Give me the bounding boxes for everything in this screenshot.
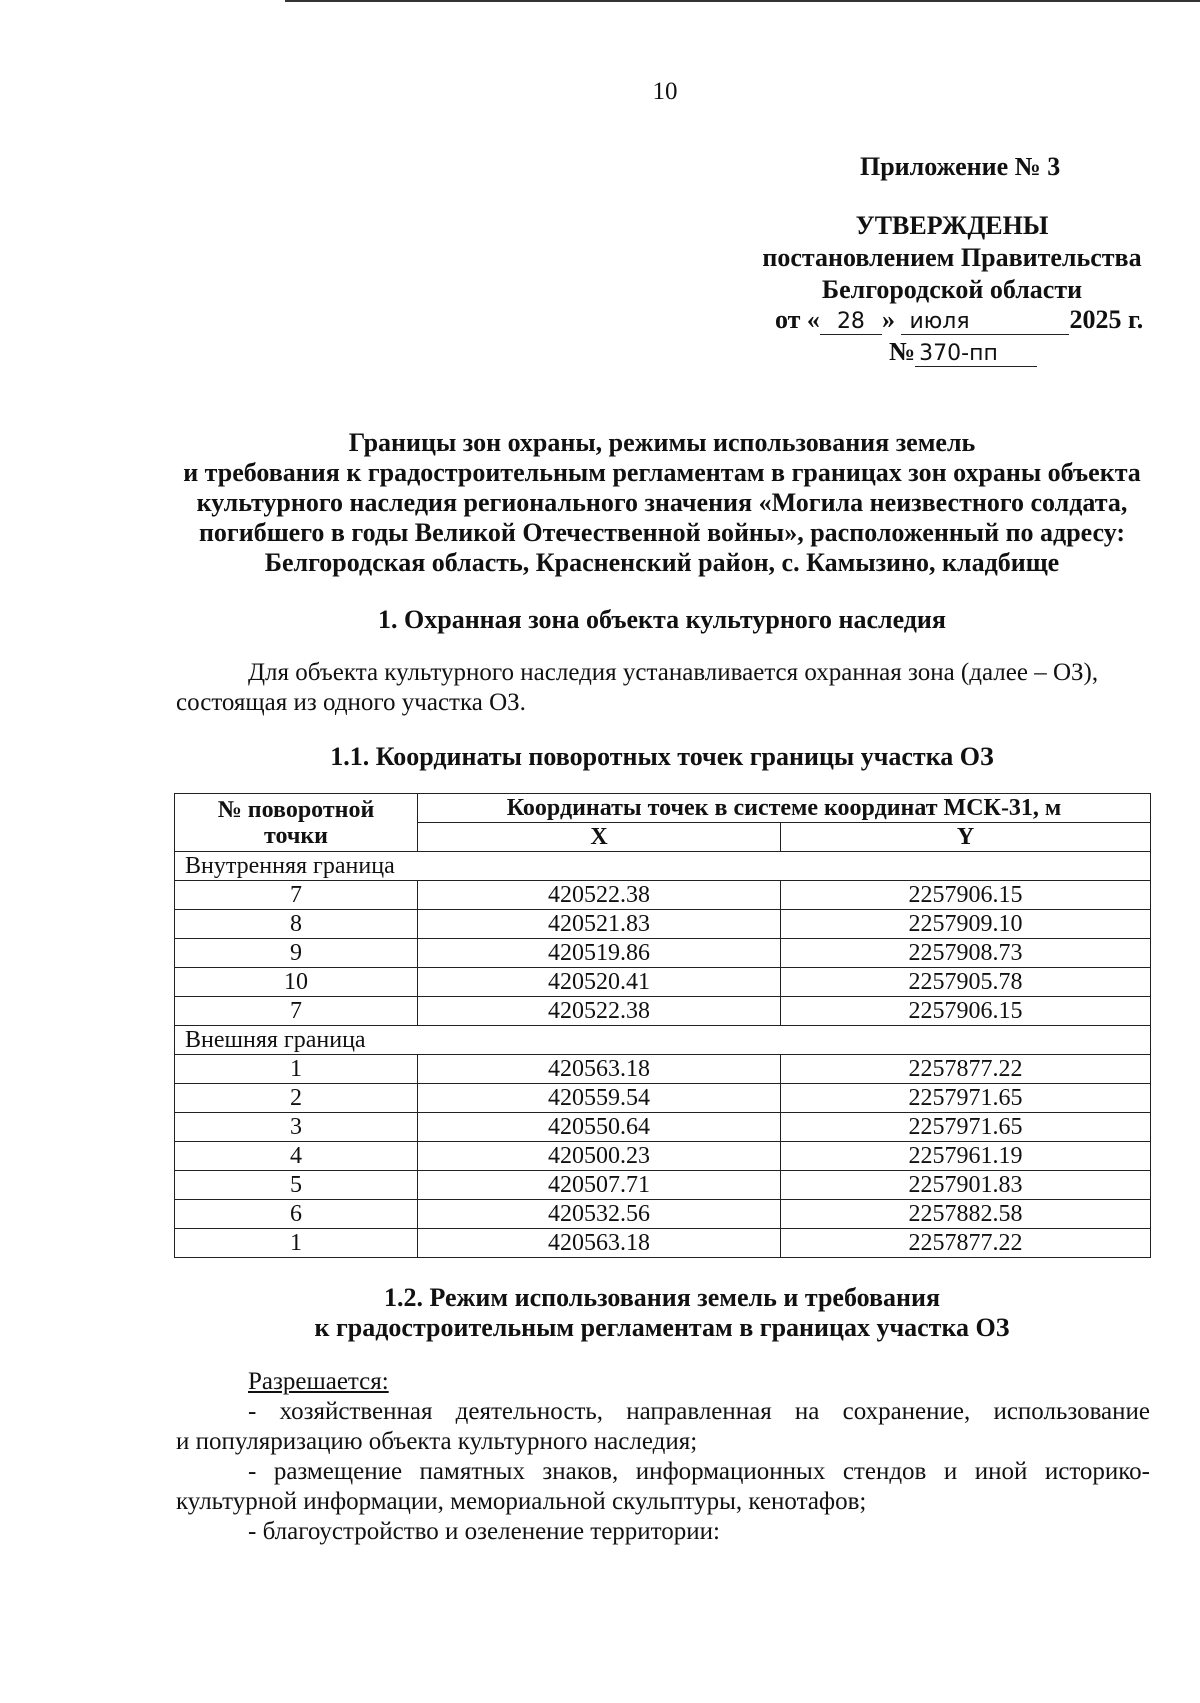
table-row xyxy=(175,1200,1151,1229)
cell-y: 2257909.10 xyxy=(781,910,1151,939)
table-group-row xyxy=(175,1026,1151,1055)
table-row xyxy=(175,1084,1151,1113)
number-prefix: № xyxy=(889,337,916,366)
cell-x: 420550.64 xyxy=(418,1113,781,1142)
section-1-heading: 1. Охранная зона объекта культурного наследия xyxy=(378,605,946,634)
date-prefix: от « xyxy=(775,305,820,334)
header-x: X xyxy=(418,823,781,852)
handwritten-number: 370-пп xyxy=(915,341,1037,367)
section-1-para-line-1: Для объекта культурного наследия устанавливается охранная зона (далее – ОЗ), xyxy=(248,659,1099,686)
document-title xyxy=(160,428,1164,578)
outer-boundary-rows xyxy=(175,1055,1151,1258)
section-1-2-heading xyxy=(160,1283,1164,1343)
cell-point: 8 xyxy=(175,910,418,939)
inner-boundary-label: Внутренняя граница xyxy=(175,852,1151,881)
header-coordinates: Координаты точек в системе координат МСК-31, м xyxy=(418,794,1151,823)
approval-line-1: постановлением Правительства xyxy=(762,243,1142,272)
cell-y: 2257971.65 xyxy=(781,1113,1151,1142)
cell-point: 6 xyxy=(175,1200,418,1229)
title-line-3: культурного наследия регионального значения «Могила неизвестного солдата, xyxy=(196,488,1128,517)
item-2-line-2: культурной информации, мемориальной скульптуры, кенотафов; xyxy=(176,1488,867,1515)
approval-block xyxy=(762,210,1142,306)
cell-x: 420520.41 xyxy=(418,968,781,997)
cell-x: 420563.18 xyxy=(418,1055,781,1084)
item-1-line-1: - хозяйственная деятельность, направленная на сохранение, использование xyxy=(248,1398,1150,1425)
item-3: - благоустройство и озеленение территории: xyxy=(248,1518,720,1545)
cell-x: 420521.83 xyxy=(418,910,781,939)
appendix-label: Приложение № 3 xyxy=(860,152,1061,181)
table-row xyxy=(175,1055,1151,1084)
cell-y: 2257905.78 xyxy=(781,968,1151,997)
date-mid: » xyxy=(881,305,895,334)
page-number: 10 xyxy=(652,78,678,105)
handwritten-day: 28 xyxy=(820,309,882,335)
cell-y: 2257906.15 xyxy=(781,997,1151,1026)
cell-x: 420507.71 xyxy=(418,1171,781,1200)
cell-point: 4 xyxy=(175,1142,418,1171)
cell-x: 420532.56 xyxy=(418,1200,781,1229)
approval-number xyxy=(889,337,1037,367)
cell-point: 7 xyxy=(175,997,418,1026)
table-row xyxy=(175,939,1151,968)
approval-date xyxy=(775,305,1143,335)
cell-y: 2257882.58 xyxy=(781,1200,1151,1229)
cell-y: 2257906.15 xyxy=(781,881,1151,910)
approval-line-2: Белгородской области xyxy=(821,275,1083,304)
item-2-line-1: - размещение памятных знаков, информационных стендов и иной историко- xyxy=(248,1458,1150,1485)
cell-x: 420522.38 xyxy=(418,997,781,1026)
title-line-5: Белгородская область, Красненский район, с. Камызино, кладбище xyxy=(264,548,1060,577)
section-1-2-heading-line-2: к градостроительным регламентам в границах участка ОЗ xyxy=(314,1313,1010,1342)
table-row xyxy=(175,881,1151,910)
title-line-2: и требования к градостроительным регламентам в границах зон охраны объекта xyxy=(183,458,1141,487)
cell-y: 2257877.22 xyxy=(781,1055,1151,1084)
cell-y: 2257901.83 xyxy=(781,1171,1151,1200)
allowed-label: Разрешается: xyxy=(248,1368,389,1395)
cell-x: 420559.54 xyxy=(418,1084,781,1113)
section-1-2-body xyxy=(176,1367,1150,1547)
cell-x: 420563.18 xyxy=(418,1229,781,1258)
section-1-1-heading: 1.1. Координаты поворотных точек границы участка ОЗ xyxy=(330,742,994,771)
date-year: 2025 г. xyxy=(1069,305,1144,334)
section-1-paragraph xyxy=(176,658,1150,718)
table-row xyxy=(175,1229,1151,1258)
cell-y: 2257971.65 xyxy=(781,1084,1151,1113)
table-row xyxy=(175,997,1151,1026)
cell-x: 420522.38 xyxy=(418,881,781,910)
table-group-row xyxy=(175,852,1151,881)
cell-point: 5 xyxy=(175,1171,418,1200)
cell-y: 2257961.19 xyxy=(781,1142,1151,1171)
header-y: Y xyxy=(781,823,1151,852)
cell-point: 10 xyxy=(175,968,418,997)
cell-point: 7 xyxy=(175,881,418,910)
item-1-line-2: и популяризацию объекта культурного наследия; xyxy=(176,1428,698,1455)
title-line-4: погибшего в годы Великой Отечественной войны», расположенный по адресу: xyxy=(198,518,1126,547)
cell-point: 9 xyxy=(175,939,418,968)
approval-heading: УТВЕРЖДЕНЫ xyxy=(855,211,1049,240)
table-row xyxy=(175,910,1151,939)
handwritten-month: июля xyxy=(901,309,1069,335)
cell-point: 1 xyxy=(175,1229,418,1258)
cell-point: 1 xyxy=(175,1055,418,1084)
title-line-1: Границы зон охраны, режимы использования земель xyxy=(348,428,976,457)
section-1-2-heading-line-1: 1.2. Режим использования земель и требования xyxy=(383,1283,941,1312)
table-header-row xyxy=(175,794,1151,823)
cell-y: 2257877.22 xyxy=(781,1229,1151,1258)
cell-x: 420500.23 xyxy=(418,1142,781,1171)
coordinates-table xyxy=(174,793,1151,1258)
table-row xyxy=(175,1171,1151,1200)
table-row xyxy=(175,1142,1151,1171)
cell-point: 3 xyxy=(175,1113,418,1142)
section-1-para-line-2: состоящая из одного участка ОЗ. xyxy=(176,689,526,716)
cell-x: 420519.86 xyxy=(418,939,781,968)
header-point: № поворотной точки xyxy=(175,794,418,852)
inner-boundary-rows xyxy=(175,881,1151,1026)
cell-point: 2 xyxy=(175,1084,418,1113)
top-rule xyxy=(285,0,1200,2)
outer-boundary-label: Внешняя граница xyxy=(175,1026,1151,1055)
table-row xyxy=(175,968,1151,997)
cell-y: 2257908.73 xyxy=(781,939,1151,968)
table-row xyxy=(175,1113,1151,1142)
